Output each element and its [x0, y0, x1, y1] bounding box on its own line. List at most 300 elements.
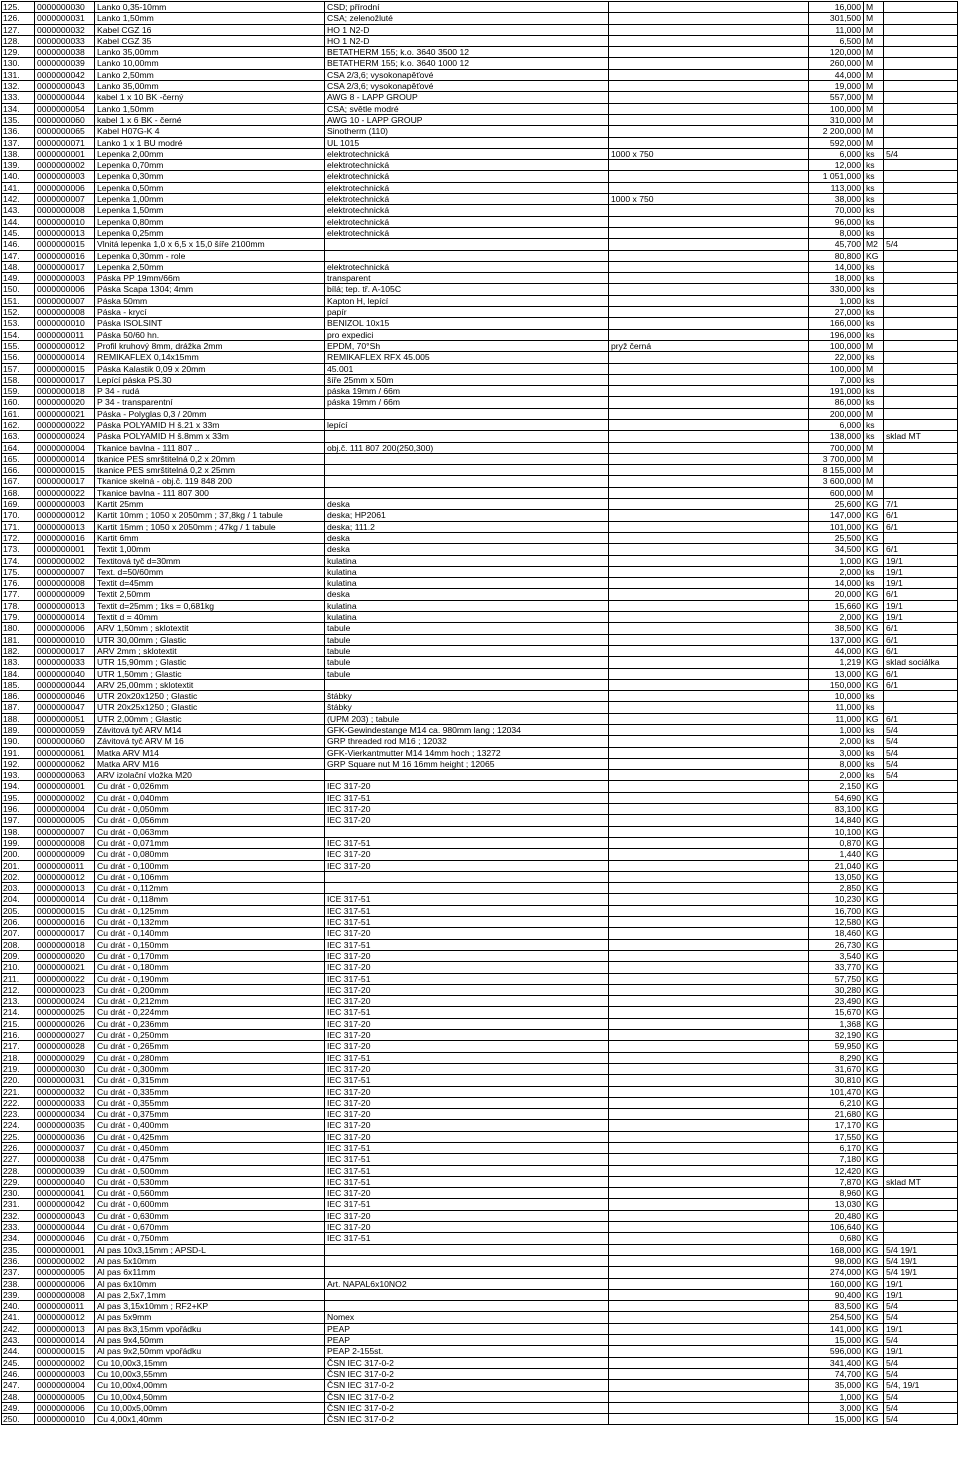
item-name: Cu 10,00x3,55mm — [95, 1368, 325, 1379]
row-number: 177. — [2, 589, 35, 600]
item-location — [884, 928, 958, 939]
item-quantity: 6,000 — [809, 148, 864, 159]
item-quantity: 18,000 — [809, 273, 864, 284]
table-row — [2, 273, 958, 284]
item-unit: ks — [864, 736, 884, 747]
item-unit: M — [864, 408, 884, 419]
item-quantity: 35,000 — [809, 1380, 864, 1391]
item-dimension — [609, 58, 809, 69]
item-spec — [325, 239, 609, 250]
item-name: Lanko 1,50mm — [95, 103, 325, 114]
item-code: 0000000022 — [35, 973, 95, 984]
item-code: 0000000013 — [35, 521, 95, 532]
item-unit: KG — [864, 1255, 884, 1266]
item-code: 0000000039 — [35, 58, 95, 69]
item-spec: IEC 317-20 — [325, 1120, 609, 1131]
table-row — [2, 1030, 958, 1041]
row-number: 220. — [2, 1075, 35, 1086]
item-spec: IEC 317-51 — [325, 1176, 609, 1187]
item-spec: GRP Square nut M 16 16mm height ; 12065 — [325, 758, 609, 769]
item-dimension — [609, 1030, 809, 1041]
item-code: 0000000020 — [35, 950, 95, 961]
item-spec: elektrotechnická — [325, 227, 609, 238]
item-quantity: 700,000 — [809, 442, 864, 453]
item-location: 19/1 — [884, 1323, 958, 1334]
item-location — [884, 126, 958, 137]
item-quantity: 15,660 — [809, 600, 864, 611]
item-code: 0000000060 — [35, 736, 95, 747]
item-dimension — [609, 1154, 809, 1165]
row-number: 169. — [2, 499, 35, 510]
table-row — [2, 996, 958, 1007]
item-quantity: 1,219 — [809, 657, 864, 668]
item-name: Cu drát - 0,100mm — [95, 860, 325, 871]
item-spec — [325, 826, 609, 837]
item-dimension — [609, 1007, 809, 1018]
item-location: 7/1 — [884, 499, 958, 510]
item-code: 0000000033 — [35, 657, 95, 668]
item-spec — [325, 1267, 609, 1278]
item-code: 0000000035 — [35, 1120, 95, 1131]
item-code: 0000000006 — [35, 1402, 95, 1413]
item-location — [884, 340, 958, 351]
item-code: 0000000060 — [35, 114, 95, 125]
item-unit: ks — [864, 261, 884, 272]
item-quantity: 59,950 — [809, 1041, 864, 1052]
item-location: 5/4 19/1 — [884, 1267, 958, 1278]
item-unit: ks — [864, 566, 884, 577]
item-unit: KG — [864, 1120, 884, 1131]
item-spec: IEC 317-20 — [325, 962, 609, 973]
item-spec: PEAP — [325, 1335, 609, 1346]
item-location — [884, 1233, 958, 1244]
item-dimension — [609, 600, 809, 611]
item-spec: elektrotechnická — [325, 194, 609, 205]
table-row — [2, 849, 958, 860]
item-spec: IEC 317-20 — [325, 950, 609, 961]
item-code: 0000000051 — [35, 713, 95, 724]
item-quantity: 8,000 — [809, 758, 864, 769]
item-unit: KG — [864, 679, 884, 690]
table-row — [2, 691, 958, 702]
item-dimension — [609, 589, 809, 600]
item-code: 0000000029 — [35, 1052, 95, 1063]
item-quantity: 1,000 — [809, 725, 864, 736]
item-location — [884, 182, 958, 193]
row-number: 135. — [2, 114, 35, 125]
row-number: 182. — [2, 645, 35, 656]
item-code: 0000000043 — [35, 81, 95, 92]
item-dimension — [609, 510, 809, 521]
row-number: 203. — [2, 883, 35, 894]
item-unit: M — [864, 2, 884, 13]
item-name: UTR 20x20x1250 ; Glastic — [95, 691, 325, 702]
item-quantity: 100,000 — [809, 103, 864, 114]
item-unit: ks — [864, 374, 884, 385]
item-unit: KG — [864, 1176, 884, 1187]
item-code: 0000000038 — [35, 47, 95, 58]
item-unit: M — [864, 487, 884, 498]
item-quantity: 13,030 — [809, 1199, 864, 1210]
row-number: 248. — [2, 1391, 35, 1402]
item-location — [884, 1154, 958, 1165]
item-code: 0000000010 — [35, 634, 95, 645]
table-row — [2, 58, 958, 69]
row-number: 167. — [2, 476, 35, 487]
item-code: 0000000010 — [35, 216, 95, 227]
item-dimension — [609, 555, 809, 566]
row-number: 152. — [2, 307, 35, 318]
item-location — [884, 227, 958, 238]
item-name: Cu drát - 0,475mm — [95, 1154, 325, 1165]
item-unit: ks — [864, 329, 884, 340]
item-location: 5/4 — [884, 1357, 958, 1368]
item-code: 0000000015 — [35, 465, 95, 476]
row-number: 246. — [2, 1368, 35, 1379]
item-dimension — [609, 917, 809, 928]
item-name: Text. d=50/60mm — [95, 566, 325, 577]
row-number: 154. — [2, 329, 35, 340]
item-code: 0000000025 — [35, 1007, 95, 1018]
item-name: Páska - Polyglas 0,3 / 20mm — [95, 408, 325, 419]
item-unit: KG — [864, 1097, 884, 1108]
row-number: 145. — [2, 227, 35, 238]
item-location: 19/1 — [884, 555, 958, 566]
item-name: Cu 10,00x4,00mm — [95, 1380, 325, 1391]
item-unit: KG — [864, 1041, 884, 1052]
row-number: 214. — [2, 1007, 35, 1018]
row-number: 249. — [2, 1402, 35, 1413]
table-row — [2, 555, 958, 566]
table-row — [2, 126, 958, 137]
item-name: Cu drát - 0,080mm — [95, 849, 325, 860]
item-code: 0000000046 — [35, 691, 95, 702]
item-quantity: 166,000 — [809, 318, 864, 329]
item-unit: M — [864, 13, 884, 24]
table-row — [2, 860, 958, 871]
table-row — [2, 679, 958, 690]
item-quantity: 25,600 — [809, 499, 864, 510]
row-number: 229. — [2, 1176, 35, 1187]
item-code: 0000000008 — [35, 1289, 95, 1300]
item-quantity: 2,850 — [809, 883, 864, 894]
item-name: Páska 50mm — [95, 295, 325, 306]
table-row — [2, 81, 958, 92]
item-code: 0000000003 — [35, 1368, 95, 1379]
item-spec: lepící — [325, 419, 609, 430]
row-number: 189. — [2, 725, 35, 736]
item-dimension — [609, 984, 809, 995]
item-code: 0000000004 — [35, 1380, 95, 1391]
item-location — [884, 1018, 958, 1029]
row-number: 250. — [2, 1414, 35, 1425]
item-code: 0000000017 — [35, 261, 95, 272]
item-dimension — [609, 1323, 809, 1334]
item-spec: GRP threaded rod M16 ; 12032 — [325, 736, 609, 747]
item-code: 0000000040 — [35, 668, 95, 679]
row-number: 215. — [2, 1018, 35, 1029]
item-code: 0000000022 — [35, 419, 95, 430]
item-spec: IEC 317-20 — [325, 781, 609, 792]
row-number: 207. — [2, 928, 35, 939]
item-name: Cu drát - 0,190mm — [95, 973, 325, 984]
item-unit: KG — [864, 996, 884, 1007]
item-spec — [325, 1244, 609, 1255]
item-code: 0000000001 — [35, 1244, 95, 1255]
row-number: 179. — [2, 612, 35, 623]
item-code: 0000000015 — [35, 363, 95, 374]
item-dimension — [609, 725, 809, 736]
item-quantity: 3,540 — [809, 950, 864, 961]
item-name: ARV izolační vložka M20 — [95, 770, 325, 781]
item-name: Kartit 10mm ; 1050 x 2050mm ; 37,8kg / 1 tabule — [95, 510, 325, 521]
item-unit: KG — [864, 1244, 884, 1255]
item-dimension — [609, 69, 809, 80]
item-spec: PEAP — [325, 1323, 609, 1334]
item-location: 19/1 — [884, 600, 958, 611]
item-dimension — [609, 1120, 809, 1131]
item-dimension — [609, 182, 809, 193]
item-dimension — [609, 273, 809, 284]
item-unit: KG — [864, 1030, 884, 1041]
item-spec: kulatina — [325, 566, 609, 577]
item-quantity: 254,500 — [809, 1312, 864, 1323]
item-quantity: 100,000 — [809, 340, 864, 351]
item-quantity: 8,290 — [809, 1052, 864, 1063]
item-spec: IEC 317-51 — [325, 1052, 609, 1063]
row-number: 241. — [2, 1312, 35, 1323]
item-spec: ICE 317-51 — [325, 894, 609, 905]
item-quantity: 101,000 — [809, 521, 864, 532]
row-number: 132. — [2, 81, 35, 92]
item-dimension — [609, 521, 809, 532]
item-location: 6/1 — [884, 645, 958, 656]
item-unit: M — [864, 340, 884, 351]
item-location — [884, 973, 958, 984]
item-dimension — [609, 1301, 809, 1312]
item-quantity: 11,000 — [809, 713, 864, 724]
row-number: 126. — [2, 13, 35, 24]
item-location: 5/4 — [884, 1414, 958, 1425]
item-spec: kulatina — [325, 600, 609, 611]
item-name: tkanice PES smrštitelná 0,2 x 25mm — [95, 465, 325, 476]
table-row — [2, 1063, 958, 1074]
item-name: UTR 2,00mm ; Glastic — [95, 713, 325, 724]
item-quantity: 1 051,000 — [809, 171, 864, 182]
item-unit: M — [864, 81, 884, 92]
row-number: 181. — [2, 634, 35, 645]
item-quantity: 23,490 — [809, 996, 864, 1007]
row-number: 165. — [2, 453, 35, 464]
item-name: Lepenka 0,70mm — [95, 160, 325, 171]
item-unit: KG — [864, 1109, 884, 1120]
item-name: Cu drát - 0,600mm — [95, 1199, 325, 1210]
item-unit: M — [864, 126, 884, 137]
item-spec — [325, 871, 609, 882]
item-spec: IEC 317-20 — [325, 1109, 609, 1120]
item-unit: M — [864, 137, 884, 148]
item-quantity: 330,000 — [809, 284, 864, 295]
item-spec: elektrotechnická — [325, 261, 609, 272]
item-name: Tkanice bavlna - 111 807 300 — [95, 487, 325, 498]
item-location: 5/4 19/1 — [884, 1255, 958, 1266]
item-unit: KG — [864, 792, 884, 803]
item-quantity: 22,000 — [809, 352, 864, 363]
table-row — [2, 1165, 958, 1176]
item-location: 5/4 — [884, 1402, 958, 1413]
item-dimension — [609, 1278, 809, 1289]
row-number: 156. — [2, 352, 35, 363]
item-quantity: 14,840 — [809, 815, 864, 826]
item-spec: IEC 317-51 — [325, 1075, 609, 1086]
item-unit: KG — [864, 510, 884, 521]
item-location: 19/1 — [884, 1346, 958, 1357]
item-unit: KG — [864, 600, 884, 611]
item-quantity: 592,000 — [809, 137, 864, 148]
item-spec: IEC 317-20 — [325, 1131, 609, 1142]
item-location — [884, 1210, 958, 1221]
item-code: 0000000012 — [35, 510, 95, 521]
item-name: ARV 2mm ; sklotextit — [95, 645, 325, 656]
item-spec: IEC 317-20 — [325, 804, 609, 815]
item-spec: páska 19mm / 66m — [325, 386, 609, 397]
item-code: 0000000010 — [35, 318, 95, 329]
item-quantity: 2,000 — [809, 770, 864, 781]
item-quantity: 6,500 — [809, 35, 864, 46]
row-number: 172. — [2, 532, 35, 543]
table-row — [2, 499, 958, 510]
item-location — [884, 917, 958, 928]
item-unit: KG — [864, 668, 884, 679]
item-location — [884, 216, 958, 227]
item-quantity: 20,480 — [809, 1210, 864, 1221]
item-dimension — [609, 1312, 809, 1323]
item-dimension — [609, 1289, 809, 1300]
table-row — [2, 837, 958, 848]
item-code: 0000000046 — [35, 1233, 95, 1244]
item-location — [884, 905, 958, 916]
item-spec: ČSN IEC 317-0-2 — [325, 1357, 609, 1368]
item-quantity: 6,210 — [809, 1097, 864, 1108]
item-quantity: 10,230 — [809, 894, 864, 905]
item-location — [884, 1007, 958, 1018]
item-spec: GFK-Vierkantmutter M14 14mm hoch ; 13272 — [325, 747, 609, 758]
item-quantity: 100,000 — [809, 363, 864, 374]
item-quantity: 150,000 — [809, 679, 864, 690]
item-spec — [325, 679, 609, 690]
table-row — [2, 600, 958, 611]
item-dimension — [609, 227, 809, 238]
table-row — [2, 657, 958, 668]
item-name: P 34 - rudá — [95, 386, 325, 397]
item-unit: M — [864, 47, 884, 58]
item-name: Lepenka 0,50mm — [95, 182, 325, 193]
item-spec — [325, 453, 609, 464]
row-number: 197. — [2, 815, 35, 826]
table-row — [2, 250, 958, 261]
row-number: 231. — [2, 1199, 35, 1210]
item-dimension — [609, 1142, 809, 1153]
table-row — [2, 35, 958, 46]
item-code: 0000000042 — [35, 1199, 95, 1210]
item-name: Lanko 0,35-10mm — [95, 2, 325, 13]
item-unit: ks — [864, 318, 884, 329]
item-name: Cu drát - 0,170mm — [95, 950, 325, 961]
item-quantity: 6,000 — [809, 419, 864, 430]
item-unit: KG — [864, 1210, 884, 1221]
item-dimension — [609, 1176, 809, 1187]
item-location: 5/4 — [884, 1312, 958, 1323]
item-code: 0000000065 — [35, 126, 95, 137]
table-row — [2, 1323, 958, 1334]
table-row — [2, 103, 958, 114]
item-code: 0000000014 — [35, 453, 95, 464]
item-location — [884, 860, 958, 871]
item-unit: ks — [864, 182, 884, 193]
item-location — [884, 476, 958, 487]
item-dimension — [609, 352, 809, 363]
table-row — [2, 1335, 958, 1346]
item-spec: IEC 317-51 — [325, 939, 609, 950]
item-spec — [325, 1255, 609, 1266]
item-dimension — [609, 781, 809, 792]
item-name: ARV 25,00mm ; sklotextit — [95, 679, 325, 690]
item-code: 0000000016 — [35, 250, 95, 261]
item-unit: ks — [864, 747, 884, 758]
item-unit: KG — [864, 1086, 884, 1097]
item-unit: KG — [864, 1075, 884, 1086]
row-number: 200. — [2, 849, 35, 860]
item-quantity: 30,280 — [809, 984, 864, 995]
item-quantity: 2,150 — [809, 781, 864, 792]
item-location — [884, 307, 958, 318]
item-quantity: 200,000 — [809, 408, 864, 419]
item-unit: KG — [864, 1278, 884, 1289]
item-dimension — [609, 261, 809, 272]
item-dimension — [609, 1368, 809, 1379]
item-spec: IEC 317-51 — [325, 905, 609, 916]
item-dimension — [609, 386, 809, 397]
item-name: Tkanice skelná - obj.č. 119 848 200 — [95, 476, 325, 487]
item-name: Cu drát - 0,265mm — [95, 1041, 325, 1052]
item-dimension — [609, 962, 809, 973]
item-unit: M — [864, 453, 884, 464]
item-spec: IEC 317-20 — [325, 1188, 609, 1199]
item-spec — [325, 476, 609, 487]
item-quantity: 13,000 — [809, 668, 864, 679]
table-row — [2, 984, 958, 995]
table-row — [2, 1154, 958, 1165]
item-quantity: 11,000 — [809, 702, 864, 713]
item-name: UTR 20x25x1250 ; Glastic — [95, 702, 325, 713]
item-dimension — [609, 804, 809, 815]
item-unit: KG — [864, 871, 884, 882]
item-location — [884, 13, 958, 24]
item-location — [884, 702, 958, 713]
item-name: Cu drát - 0,063mm — [95, 826, 325, 837]
item-quantity: 1,368 — [809, 1018, 864, 1029]
item-dimension — [609, 826, 809, 837]
item-name: Cu drát - 0,630mm — [95, 1210, 325, 1221]
item-name: Cu drát - 0,670mm — [95, 1222, 325, 1233]
item-unit: KG — [864, 804, 884, 815]
item-location — [884, 962, 958, 973]
item-code: 0000000020 — [35, 397, 95, 408]
item-unit: KG — [864, 1007, 884, 1018]
item-code: 0000000014 — [35, 352, 95, 363]
item-unit: ks — [864, 702, 884, 713]
item-spec: IEC 317-51 — [325, 792, 609, 803]
